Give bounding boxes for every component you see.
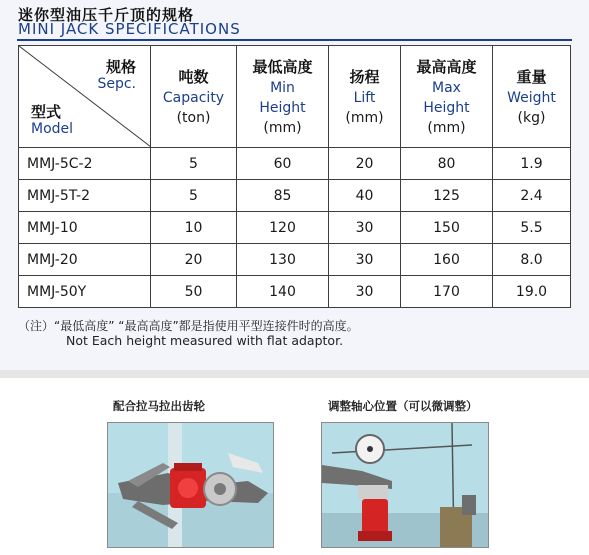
footnote-chinese: （注）“最低高度” “最高高度”都是指使用平型连接件时的高度。 bbox=[18, 319, 359, 333]
cell-lift: 30 bbox=[329, 212, 401, 244]
header-weight-cn: 重量 bbox=[516, 67, 547, 86]
cell-weight: 8.0 bbox=[493, 244, 571, 276]
title-english: MINI JACK SPECIFICATIONS bbox=[18, 20, 241, 38]
cell-max-height: 80 bbox=[401, 148, 493, 180]
header-weight-unit: (kg) bbox=[517, 109, 546, 126]
cell-weight: 19.0 bbox=[493, 276, 571, 308]
cell-max-height: 125 bbox=[401, 180, 493, 212]
cell-model: MMJ-50Y bbox=[19, 276, 151, 308]
header-max-height-cn: 最高高度 bbox=[416, 57, 477, 76]
photo-caption-axis-adjust: 调整轴心位置（可以微调整） bbox=[328, 399, 478, 413]
cell-min-height: 85 bbox=[237, 180, 329, 212]
header-capacity-unit: (ton) bbox=[176, 109, 211, 126]
cell-max-height: 150 bbox=[401, 212, 493, 244]
cell-max-height: 160 bbox=[401, 244, 493, 276]
corner-spec-en: Sepc. bbox=[97, 76, 136, 92]
corner-model-en: Model bbox=[31, 121, 74, 137]
cell-weight: 2.4 bbox=[493, 180, 571, 212]
corner-model-cn: 型式 bbox=[31, 103, 62, 121]
cell-model: MMJ-20 bbox=[19, 244, 151, 276]
cell-lift: 30 bbox=[329, 244, 401, 276]
cell-min-height: 130 bbox=[237, 244, 329, 276]
cell-weight: 1.9 bbox=[493, 148, 571, 180]
header-min-height bbox=[237, 46, 329, 148]
cell-capacity: 20 bbox=[151, 244, 237, 276]
cell-weight: 5.5 bbox=[493, 212, 571, 244]
table-row bbox=[19, 212, 571, 244]
header-min-height-cn: 最低高度 bbox=[252, 57, 313, 76]
cell-model: MMJ-10 bbox=[19, 212, 151, 244]
table-row bbox=[19, 244, 571, 276]
cell-capacity: 5 bbox=[151, 180, 237, 212]
corner-spec-cn: 规格 bbox=[105, 58, 136, 76]
cell-min-height: 140 bbox=[237, 276, 329, 308]
header-capacity-en: Capacity bbox=[162, 89, 225, 106]
table-row bbox=[19, 148, 571, 180]
header-weight-en: Weight bbox=[507, 89, 556, 106]
table-header-row bbox=[19, 46, 571, 148]
photo-caption-gear-puller: 配合拉马拉出齿轮 bbox=[113, 399, 205, 413]
cell-model: MMJ-5T-2 bbox=[19, 180, 151, 212]
cell-lift: 40 bbox=[329, 180, 401, 212]
cell-lift: 20 bbox=[329, 148, 401, 180]
table-row bbox=[19, 276, 571, 308]
cell-lift: 30 bbox=[329, 276, 401, 308]
title-underline bbox=[17, 39, 572, 41]
header-capacity bbox=[151, 46, 237, 148]
gear-puller-illustration bbox=[108, 423, 273, 547]
header-max-height-unit: (mm) bbox=[427, 119, 466, 136]
header-min-height-unit: (mm) bbox=[263, 119, 302, 136]
header-lift bbox=[329, 46, 401, 148]
section-divider bbox=[0, 370, 589, 378]
table-row bbox=[19, 180, 571, 212]
cell-capacity: 50 bbox=[151, 276, 237, 308]
gear-puller-photo bbox=[107, 422, 274, 548]
cell-capacity: 5 bbox=[151, 148, 237, 180]
header-max-height bbox=[401, 46, 493, 148]
spec-table bbox=[18, 45, 571, 308]
cell-max-height: 170 bbox=[401, 276, 493, 308]
header-capacity-cn: 吨数 bbox=[178, 67, 209, 86]
title-chinese: 迷你型油压千斤顶的规格 bbox=[18, 6, 195, 24]
header-min-height-en: Min Height bbox=[259, 79, 306, 116]
header-lift-unit: (mm) bbox=[345, 109, 384, 126]
header-weight bbox=[493, 46, 571, 148]
header-lift-en: Lift bbox=[353, 89, 376, 106]
cell-min-height: 60 bbox=[237, 148, 329, 180]
header-lift-cn: 扬程 bbox=[349, 67, 380, 86]
cell-min-height: 120 bbox=[237, 212, 329, 244]
footnote-english: Not Each height measured with flat adaptor. bbox=[66, 333, 344, 348]
cell-capacity: 10 bbox=[151, 212, 237, 244]
cell-model: MMJ-5C-2 bbox=[19, 148, 151, 180]
header-max-height-en: Max Height bbox=[423, 79, 470, 116]
axis-adjust-photo bbox=[321, 422, 489, 548]
corner-header-cell bbox=[19, 46, 151, 148]
axis-adjust-illustration bbox=[322, 423, 488, 547]
